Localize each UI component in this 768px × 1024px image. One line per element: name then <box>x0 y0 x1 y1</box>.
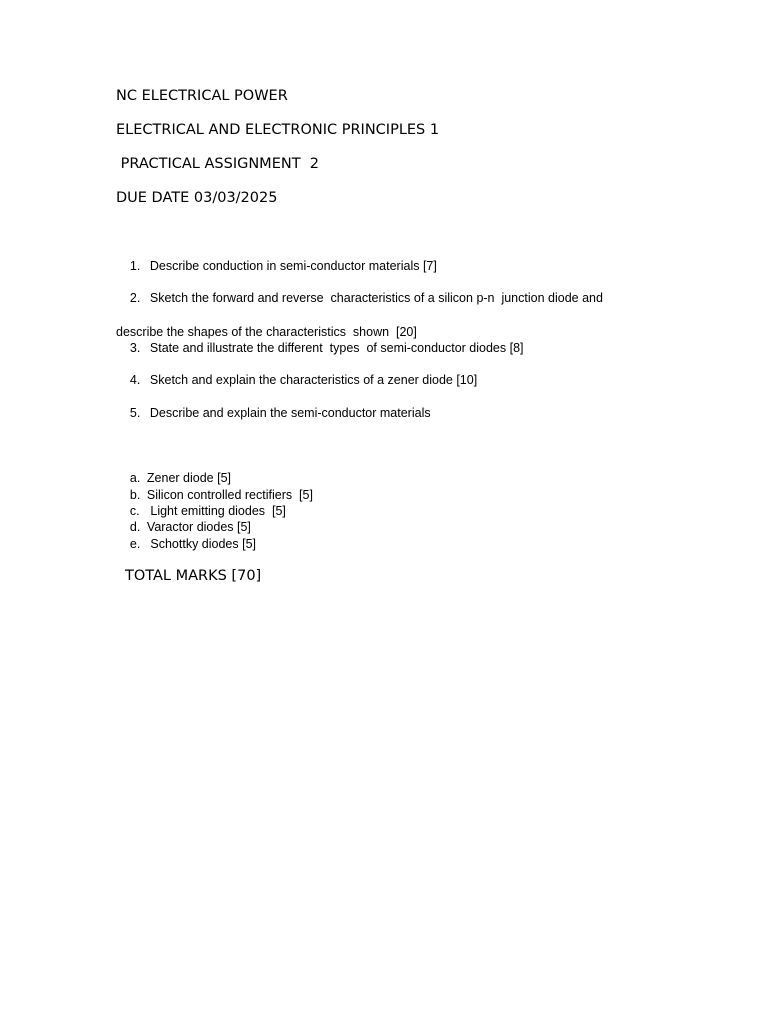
question-number: 2. <box>129 291 141 305</box>
sub-item-letter: c. <box>129 503 140 518</box>
sub-item-letter: e. <box>129 536 141 551</box>
sub-item-letter: a. <box>129 470 141 485</box>
assignment-title: PRACTICAL ASSIGNMENT 2 <box>116 156 319 172</box>
question-number: 4. <box>129 373 141 387</box>
question-5 <box>116 388 431 439</box>
course-title: NC ELECTRICAL POWER <box>116 88 288 104</box>
sub-item-text: Zener diode [5] <box>146 470 231 485</box>
question-number: 3. <box>129 341 141 355</box>
sub-item-letter: d. <box>129 519 141 534</box>
sub-item-text: Schottky diodes [5] <box>146 536 256 551</box>
sub-item-text: Silicon controlled rectifiers [5] <box>146 487 313 502</box>
total-marks: TOTAL MARKS [70] <box>125 568 262 584</box>
question-text: Describe conduction in semi-conductor materials [7] <box>149 259 437 273</box>
sub-item-text: Light emitting diodes [5] <box>146 503 286 518</box>
question-text: State and illustrate the different types of semi-conductor diodes [8] <box>149 341 524 355</box>
sub-item-e <box>116 519 256 569</box>
question-text: Sketch the forward and reverse characteristics of a silicon p-n junction diode and <box>149 291 603 305</box>
subject-title: ELECTRICAL AND ELECTRONIC PRINCIPLES 1 <box>116 122 440 138</box>
sub-item-letter: b. <box>129 487 141 502</box>
sub-item-text: Varactor diodes [5] <box>146 519 251 534</box>
question-text-continued: describe the shapes of the characteristics shown [20] <box>116 325 417 339</box>
question-text: Sketch and explain the characteristics of a zener diode [10] <box>149 373 478 387</box>
due-date: DUE DATE 03/03/2025 <box>116 190 278 206</box>
question-text: Describe and explain the semi-conductor materials <box>149 406 431 420</box>
question-number: 5. <box>129 406 141 420</box>
question-number: 1. <box>129 259 141 273</box>
